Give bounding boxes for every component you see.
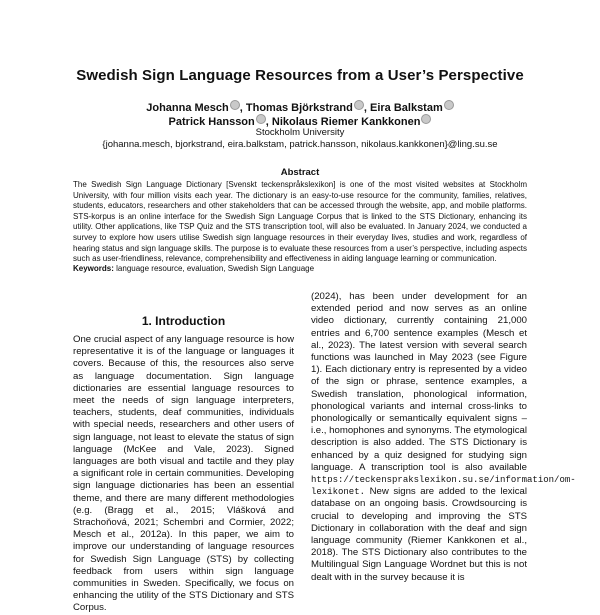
orcid-icon[interactable] [444,100,454,110]
orcid-icon[interactable] [354,100,364,110]
author-name: Thomas Björkstrand [245,102,353,114]
section-heading-introduction: 1. Introduction [141,314,226,328]
keywords-list: language resource, evaluation, Swedish Sign Language [116,264,315,273]
abstract-text: The Swedish Sign Language Dictionary [Svenskt teckenspråkslexikon] is one of the most visited websites at Stockholm University, with four million visits each year. The dictionary is an easy-to-use resource for the community, families, relatives, students, educators, researchers and other stakeholders that can be accessed through the website, app, and mobile platforms. STS-korpus is an online interface for the Swedish Sign Language Corpus that is linked to the STS Dictionary, enhancing its utility. Other applications, like TSP Quiz and the STS transcription tool, will also be evaluated. In January 2024, we conducted a survey to explore how users utilise Swedish sign language resources in their everyday lives, studies and work, regardless of hearing status and sign language skills. The purpose is to evaluate these resources from a user’s perspective, including aspects such as user-friendliness, relevance, comprehensibility and effectiveness in aiding language learning or communication. [73,180,527,264]
body-text: (2024), has been under development for an extended period and now serves as an online video dictionary, currently containing 21,000 entries and 6,700 sentence examples (Mesch et al., 2023). The latest version with several search functions was launched in May 2023 (see Figure 1). Each dictionary entry is represented by a video of the sign or phrase, sentence examples, a Swedish translation, phonological information, phonological variants and internal cross-links to phonologically or semantically equivalent signs – i.e., homophones and synonyms. The etymological description is also added. The STS Dictionary is enhanced by a quiz designed for studying sign language. A transcription tool is also available [311,291,527,473]
keywords [73,264,527,273]
orcid-icon[interactable] [230,100,240,110]
paper-title: Swedish Sign Language Resources from a User’s Perspective [76,67,524,84]
orcid-icon[interactable] [421,114,431,124]
abstract-heading: Abstract [280,167,320,178]
author-name: Eira Balkstam [369,102,443,114]
body-text: New signs are added to the lexical database on an ongoing basis. Crowdsourcing is crucial to developing and improving the STS Dictionary in collaboration with the deaf and sign language community (Riemer Kankkonen et al., 2018). The STS Dictionary also contributes to the Multilingual Sign Language Wordnet but this is not dealt with in the survey because it is [311,486,528,583]
body-right-column [311,291,576,584]
dictionary-url-link[interactable]: https://teckensprakslexikon.su.se/information/om-lexikonet. [311,475,576,498]
body-left-column: One crucial aspect of any language resource is how representative it is of the language or languages it covers. Because of this, the resources also serve as language documentation. Sign language dictionaries are essential language resources to meet the needs of sign language interpreters, teachers, students, deaf communities, individuals with special needs, researchers and other users of sign language, not least to elevate the status of sign language (McKee and Vale, 2023). Signed languages are both visual and tactile and they play a significant role in certain communities. Developing sign language dictionaries has been an essential theme, and there are many different methodologies (e.g. (Bragg et al., 2015; Vlášková and Strachoňová, 2021; Schembri and Cormier, 2022; Mesch et al., 2012a). In this paper, we aim to improve our understanding of language resources for Swedish Sign Language (STS) by collecting feedback from users within sign language communities in Sweden. Specifically, we focus on enhancing the utility of the STS Dictionary and STS Corpus. [73,334,294,614]
author-name: Nikolaus Riemer Kankkonen [271,116,421,128]
author-emails: {johanna.mesch, bjorkstrand, eira.balkstam, patrick.hansson, nikolaus.kankkonen}@ling.su.se [102,139,498,150]
author-name: Patrick Hansson [168,116,255,128]
author-name: Johanna Mesch [146,102,229,114]
affiliation: Stockholm University [255,127,345,138]
keywords-label: Keywords: [73,264,114,273]
authors-line-1: Johanna Mesch , Thomas Björkstrand , Eira Balkstam [0,100,600,114]
orcid-icon[interactable] [256,114,266,124]
authors-line-2: Patrick Hansson , Nikolaus Riemer Kankkonen [0,114,600,128]
